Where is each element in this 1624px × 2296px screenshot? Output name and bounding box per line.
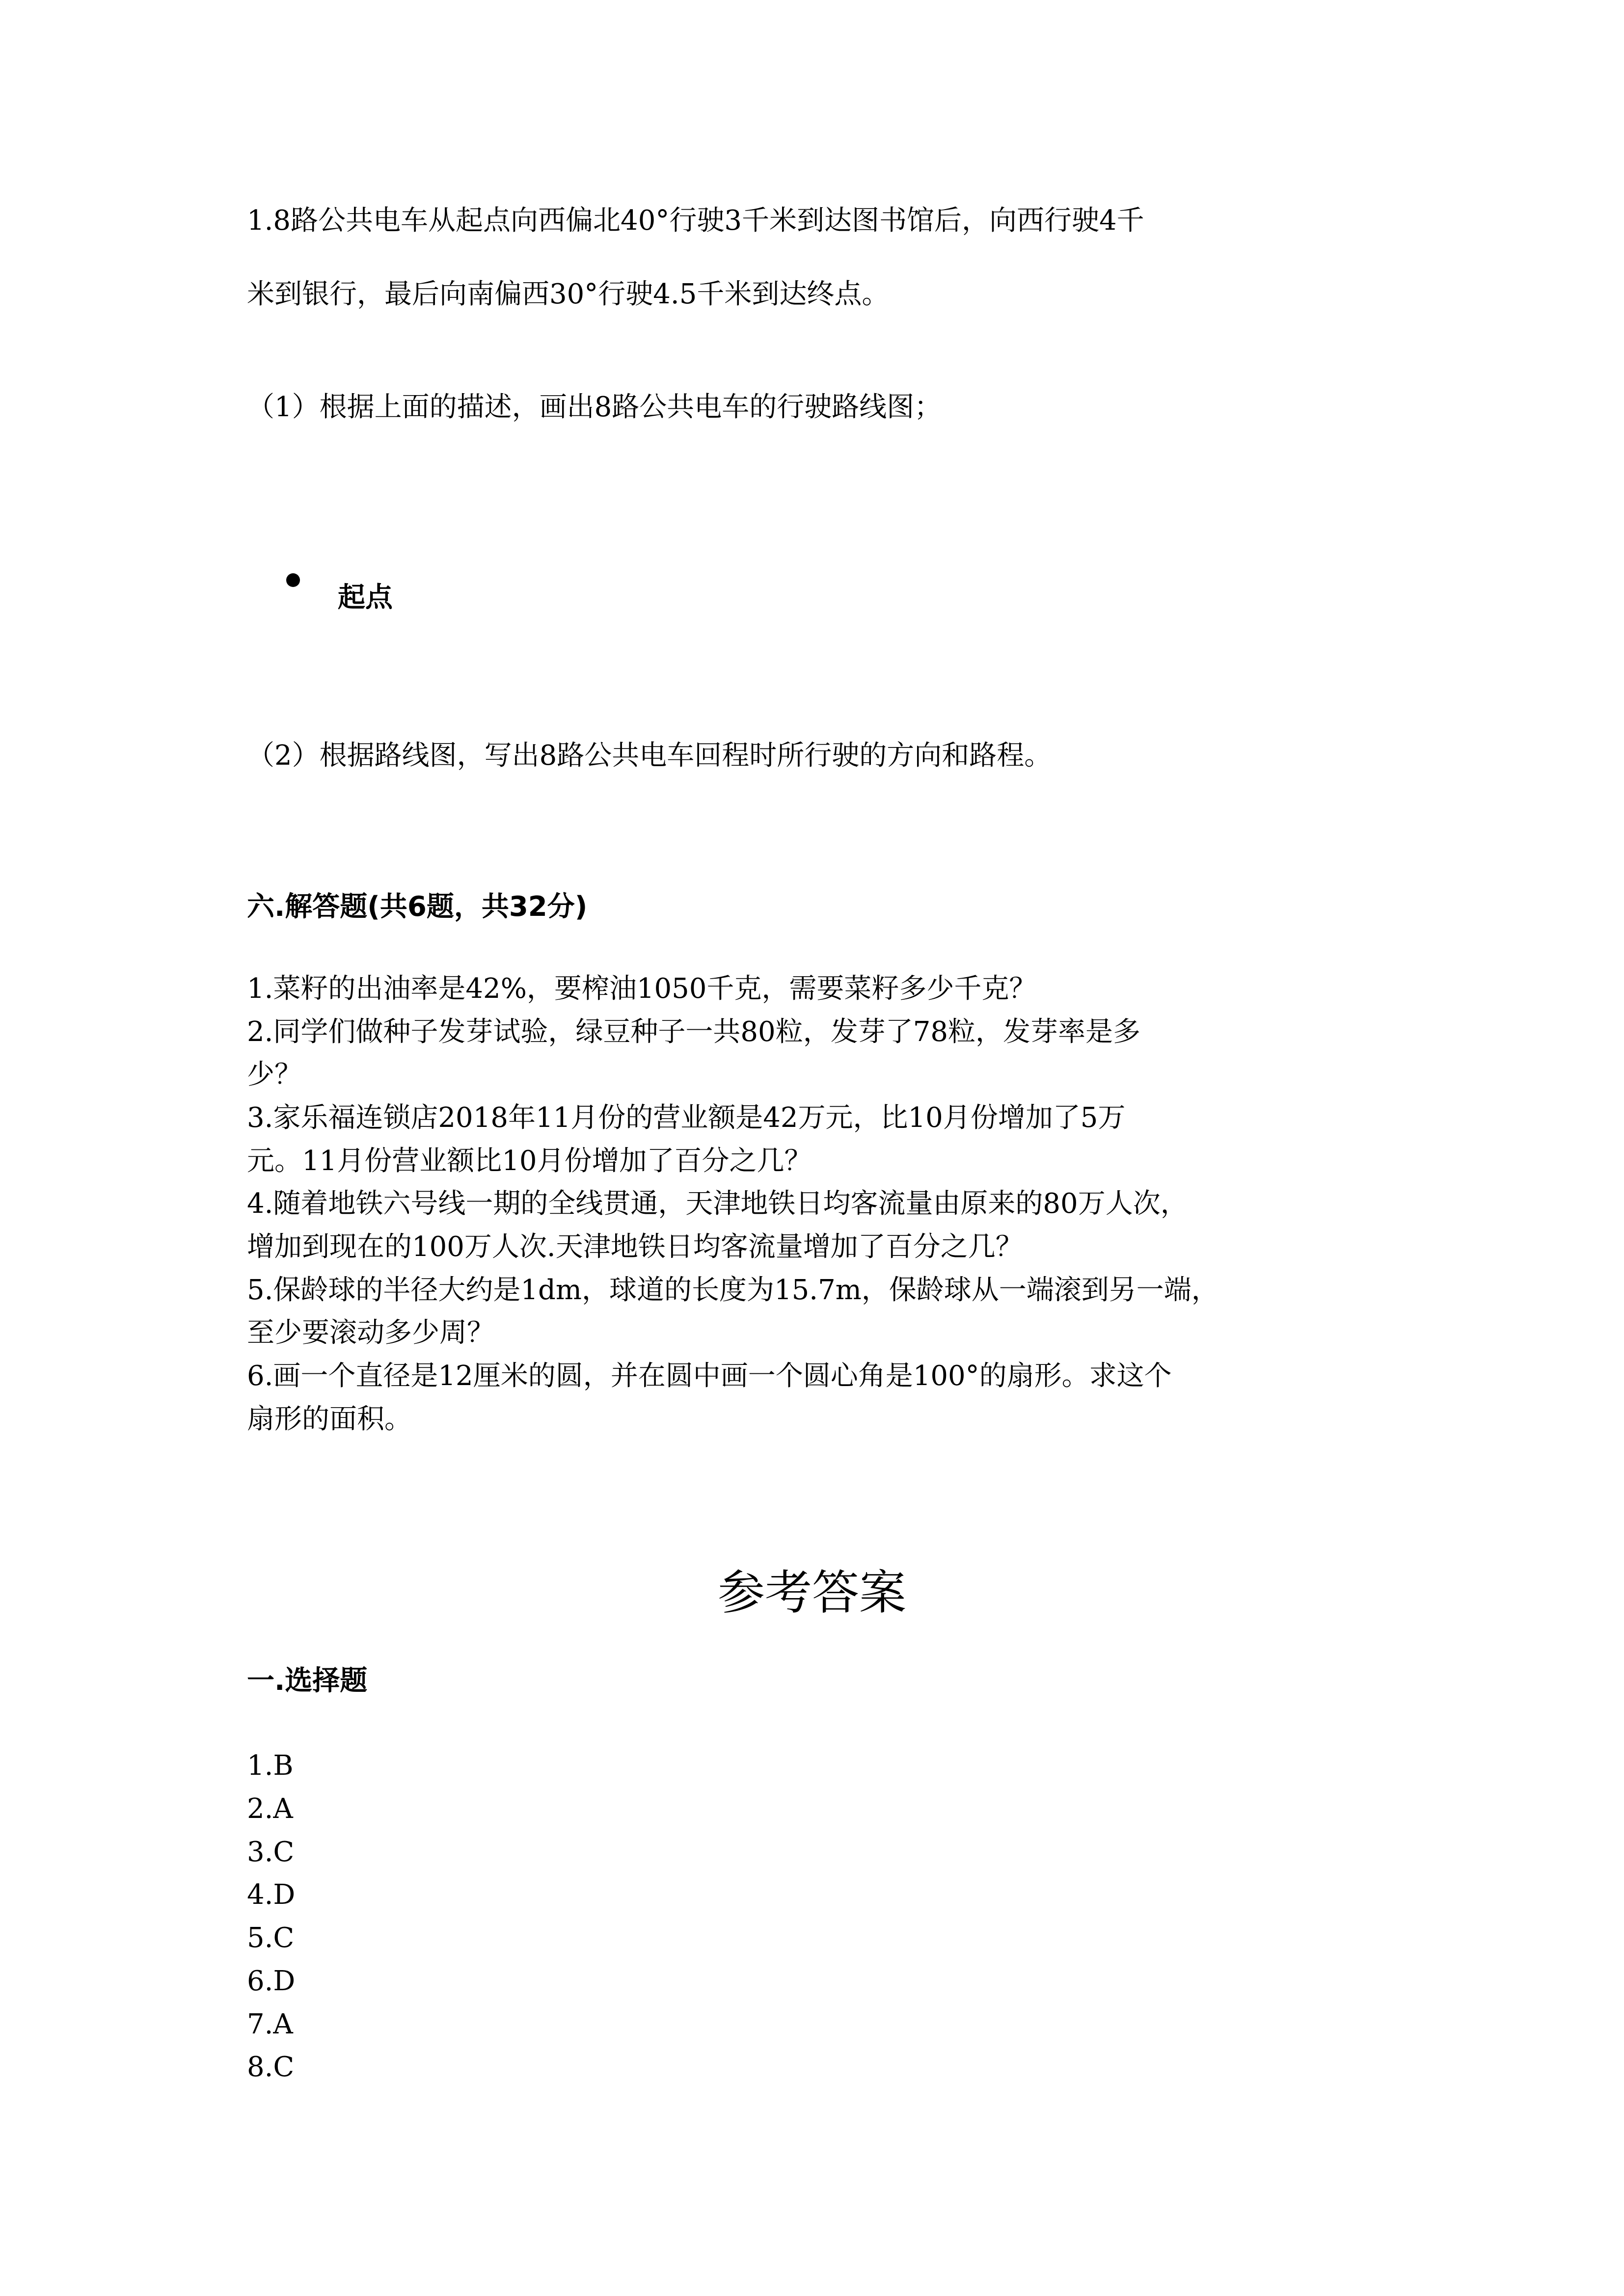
- problem-line: 1.菜籽的出油率是42%，要榨油1050千克，需要菜籽多少千克？: [247, 973, 1037, 1005]
- problem-line: 扇形的面积。: [247, 1403, 412, 1435]
- answer-item: 7.A: [247, 2008, 293, 2040]
- start-point-label: 起点: [338, 582, 393, 614]
- section-heading: 六.解答题(共6题，共32分): [247, 891, 588, 923]
- problem-line: 4.随着地铁六号线一期的全线贯通，天津地铁日均客流量由原来的80万人次，: [247, 1188, 1188, 1220]
- question-line: 1.8路公共电车从起点向西偏北40°行驶3千米到达图书馆后，向西行驶4千: [247, 205, 1144, 237]
- problem-line: 少？: [247, 1059, 302, 1091]
- problem-line: 6.画一个直径是12厘米的圆，并在圆中画一个圆心角是100°的扇形。求这个: [247, 1360, 1172, 1392]
- problem-line: 2.同学们做种子发芽试验，绿豆种子一共80粒，发芽了78粒，发芽率是多: [247, 1016, 1140, 1048]
- answer-item: 4.D: [247, 1879, 296, 1911]
- answer-item: 3.C: [247, 1836, 295, 1868]
- start-point-dot: [286, 573, 300, 587]
- problem-line: 3.家乐福连锁店2018年11月份的营业额是42万元，比10月份增加了5万: [247, 1102, 1126, 1134]
- answer-item: 1.B: [247, 1750, 294, 1782]
- problem-line: 5.保龄球的半径大约是1dm，球道的长度为15.7m，保龄球从一端滚到另一端，: [247, 1274, 1219, 1306]
- answer-section-heading: 一.选择题: [247, 1665, 368, 1697]
- question-part-1: （1）根据上面的描述，画出8路公共电车的行驶路线图；: [247, 391, 942, 423]
- answer-item: 2.A: [247, 1793, 293, 1825]
- problem-line: 增加到现在的100万人次.天津地铁日均客流量增加了百分之几？: [247, 1231, 1023, 1263]
- answer-item: 8.C: [247, 2051, 295, 2083]
- question-part-2: （2）根据路线图，写出8路公共电车回程时所行驶的方向和路程。: [247, 740, 1052, 772]
- question-line: 米到银行，最后向南偏西30°行驶4.5千米到达终点。: [247, 278, 890, 310]
- answer-item: 6.D: [247, 1965, 296, 1997]
- problem-line: 元。11月份营业额比10月份增加了百分之几？: [247, 1145, 812, 1177]
- problem-line: 至少要滚动多少周？: [247, 1317, 494, 1349]
- answer-title: 参考答案: [718, 1565, 906, 1620]
- answer-item: 5.C: [247, 1922, 295, 1954]
